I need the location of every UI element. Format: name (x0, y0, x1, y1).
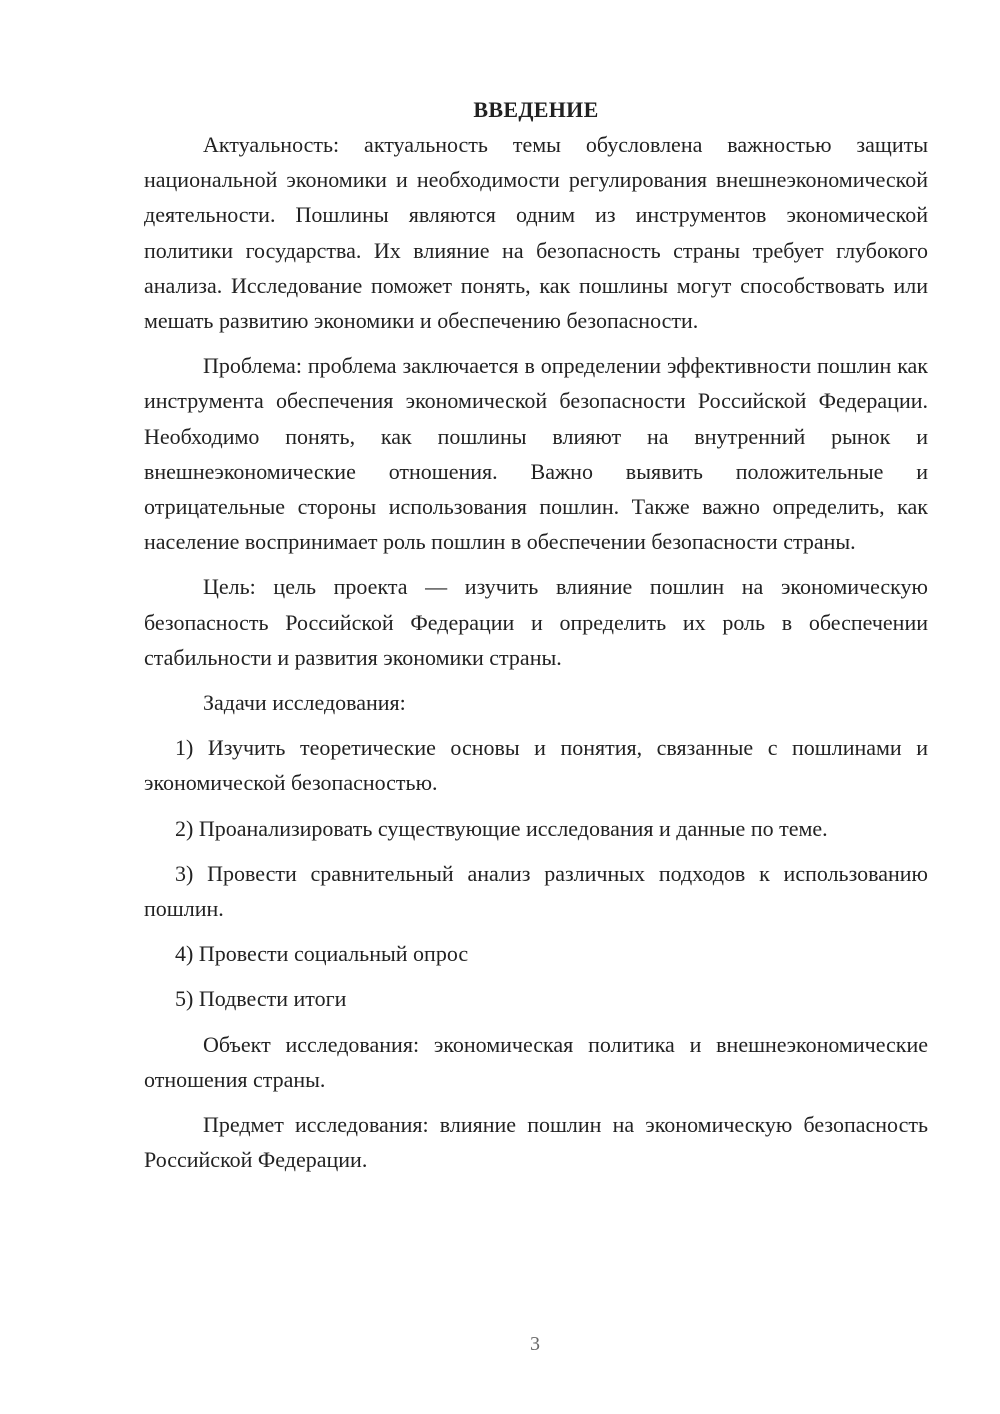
tasks-heading: Задачи исследования: (203, 690, 406, 716)
document-page (144, 92, 928, 1187)
task-item-5: 5) Подвести итоги (175, 986, 347, 1012)
paragraph-problem: Проблема: проблема заключается в определении эффективности пошлин как инструмента обеспечения экономической безопасности Российской Федерации. Необходимо понять, как пошлины влияют на внутренний рынок и внешнеэкономические отношения. Важно выявить положительные и отрицательные стороны использования пошлин. Также важно определить, как население воспринимает роль пошлин в обеспечении безопасности страны. (144, 353, 928, 555)
page-number: 3 (530, 1333, 540, 1355)
paragraph-subject: Предмет исследования: влияние пошлин на экономическую безопасность Российской Федерации. (144, 1112, 928, 1173)
task-item-3: 3) Провести сравнительный анализ различных подходов к использованию пошлин. (144, 860, 928, 922)
task-item-4: 4) Провести социальный опрос (175, 941, 469, 967)
paragraph-relevance: Актуальность: актуальность темы обусловлена важностью защиты национальной экономики и необходимости регулирования внешнеэкономической деятельности. Пошлины являются одним из инструментов экономической политики государства. Их влияние на безопасность страны требует глубокого анализа. Исследование поможет понять, как пошлины могут способствовать или мешать развитию экономики и обеспечению безопасности. (144, 132, 928, 334)
task-item-2: 2) Проанализировать существующие исследования и данные по теме. (175, 815, 828, 841)
task-item-1: 1) Изучить теоретические основы и понятия, связанные с пошлинами и экономической безопасностью. (144, 735, 928, 796)
paragraph-goal: Цель: цель проекта — изучить влияние пошлин на экономическую безопасность Российской Федерации и определить их роль в обеспечении стабильности и развития экономики страны. (144, 574, 928, 670)
paragraph-object: Объект исследования: экономическая политика и внешнеэкономические отношения страны. (144, 1031, 928, 1092)
section-heading: ВВЕДЕНИЕ (473, 97, 599, 122)
